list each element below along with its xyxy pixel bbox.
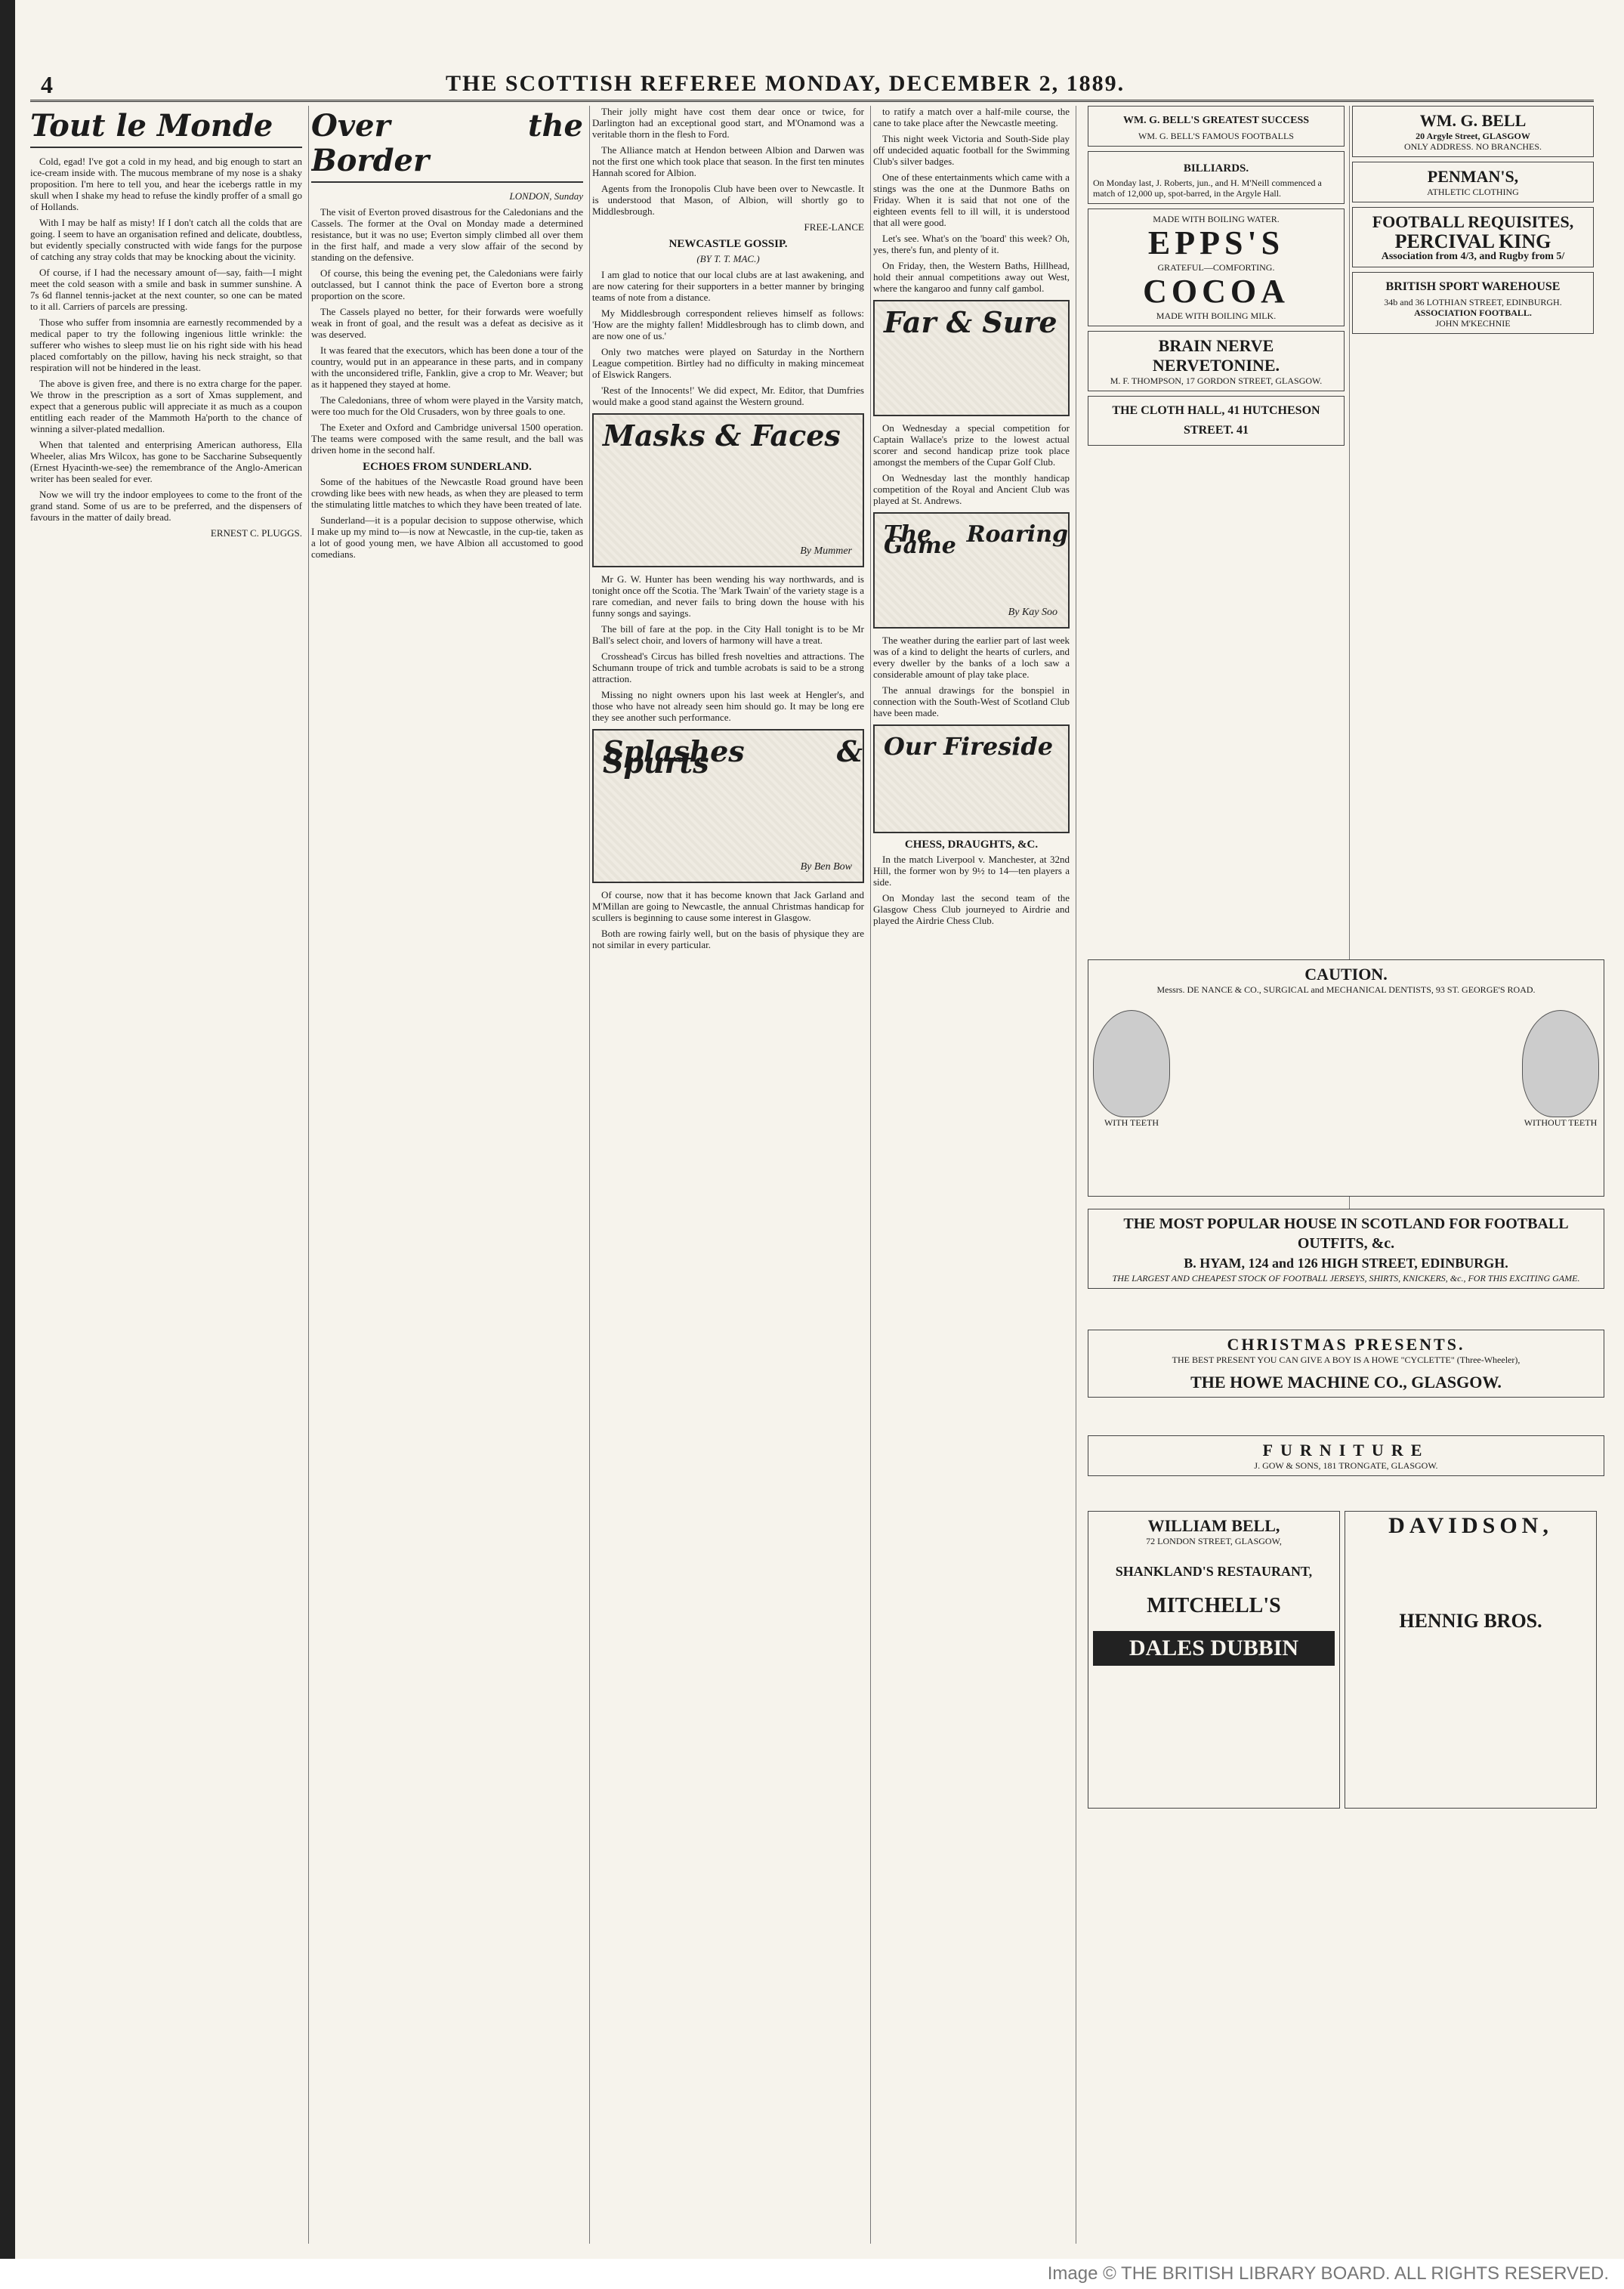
column-over-the-border: [311, 106, 590, 2244]
illustration-title: Far & Sure: [884, 305, 1057, 339]
paragraph: My Middlesbrough correspondent relieves himself as follows: 'How are the mighty fallen! Middlesbrough has to climb down, and are now one of us.': [592, 307, 864, 341]
paragraph: The visit of Everton proved disastrous for the Caledonians and the Cassels. The former at the Oval on Monday made a determined resistance, but it was no use; Everton simply climbed all over them in the first half, and made a very slow affair of the second by standing on the defensive.: [311, 206, 583, 263]
paragraph: Some of the habitues of the Newcastle Road ground have been crowding like bees with new heads, as when they are pleased to term the stimulating little matches to which they have been treated of late.: [311, 476, 583, 510]
paragraph: Their jolly might have cost them dear once or twice, for Darlington had an exceptional good start, and M'Onamond was a veritable thorn in the flesh to Ford.: [592, 106, 864, 140]
ad-title: PENMAN'S,: [1427, 167, 1519, 186]
ad-brand: PERCIVAL KING: [1394, 230, 1551, 252]
paragraph: On Wednesday last the monthly handicap competition of the Royal and Ancient Club was played at St. Andrews.: [873, 472, 1070, 506]
section-title: Over the Border: [311, 109, 583, 183]
portrait-with-teeth: [1093, 1010, 1170, 1128]
nervetonine-advert: [1088, 331, 1345, 391]
paragraph: On Wednesday a special competition for Captain Wallace's prize to the lowest actual scorer and second handicap prize took place amongst the members of the Cupar Golf Club.: [873, 422, 1070, 468]
paragraph: 'Rest of the Innocents!' We did expect, Mr. Editor, that Dumfries would make a good stand against the Western ground.: [592, 385, 864, 407]
ad-line: GRATEFUL—COMFORTING.: [1157, 262, 1275, 273]
bell-advert: [1088, 106, 1345, 147]
byline: LONDON, Sunday: [509, 190, 583, 202]
paragraph: Let's see. What's on the 'board' this week? Oh, yes, there's fun, and plenty of it.: [873, 233, 1070, 255]
william-bell-advert: [1088, 1511, 1340, 1809]
far-and-sure-illustration: [873, 300, 1070, 416]
column-aquatics-golf: [873, 106, 1076, 2244]
epps-cocoa-advert: [1088, 209, 1345, 326]
portrait-caption: WITH TEETH: [1104, 1117, 1159, 1128]
paragraph: Sunderland—it is a popular decision to suppose otherwise, which I make up my mind to—is now at Newcastle, in the cup-tie, taken as a lot of good young men, we have Albion all accustomed to good comedians.: [311, 514, 583, 560]
byline: (BY T. T. MAC.): [696, 253, 760, 264]
ad-title: THE MOST POPULAR HOUSE IN SCOTLAND FOR FOOTBALL OUTFITS, &c.: [1123, 1216, 1569, 1252]
paragraph: The Exeter and Oxford and Cambridge universal 1500 operation. The teams were composed with the same result, and the ball was driven home in the second half.: [311, 422, 583, 456]
ad-line: MADE WITH BOILING MILK.: [1156, 310, 1277, 321]
paragraph: On Monday last the second team of the Glasgow Chess Club journeyed to Airdrie and played the Airdrie Chess Club.: [873, 892, 1070, 926]
ad-line: 34b and 36 LOTHIAN STREET, EDINBURGH.: [1384, 297, 1562, 307]
paragraph: Crosshead's Circus has billed fresh novelties and attractions. The Schumann troupe of trick and tumble acrobats is said to be a strong attraction.: [592, 650, 864, 684]
paragraph: The Alliance match at Hendon between Albion and Darwen was not the first one which took place that season. In the first ten minutes Hannah scored for Albion.: [592, 144, 864, 178]
paragraph: When that talented and enterprising American authoress, Ella Wheeler, alias Mrs Wilcox, has gone to be Saccharine Subsequently (Ernest Hyacinth-we-see) the remembrance of the Anglo-American writer has been sealed for ever.: [30, 439, 302, 484]
paragraph: Only two matches were played on Saturday in the Northern League competition. Birtley had no difficulty in making mincemeat of Elswick Rangers.: [592, 346, 864, 380]
ad-brand: B. HYAM, 124 and 126 HIGH STREET, EDINBURGH.: [1184, 1256, 1508, 1271]
masthead-bar: [30, 66, 1594, 102]
ad-line: ATHLETIC CLOTHING: [1427, 187, 1519, 197]
paragraph: The above is given free, and there is no extra charge for the paper. We throw in the prescription as a sort of Xmas supplement, and expect that a generous public will appreciate it as much as a coupon entitling each reader of the Mammoth Ha'porth to the chance of winning a silver-plated medallion.: [30, 378, 302, 434]
signature: ERNEST C. PLUGGS.: [210, 527, 302, 539]
ad-line: THE BEST PRESENT YOU CAN GIVE A BOY IS A HOWE "CYCLETTE" (Three-Wheeler),: [1172, 1355, 1521, 1365]
roaring-game-illustration: [873, 512, 1070, 629]
ad-line: Messrs. DE NANCE & CO., SURGICAL and MECHANICAL DENTISTS, 93 ST. GEORGE'S ROAD.: [1156, 984, 1536, 995]
paragraph: Mr G. W. Hunter has been wending his way northwards, and is tonight once off the Scotia. The 'Mark Twain' of the variety stage is a rare comedian, and never fails to bring down the house with his funny songs and sayings.: [592, 573, 864, 619]
penman-advert: [1352, 162, 1594, 202]
paragraph: to ratify a match over a half-mile course, the cane to take place after the Newcastle meeting.: [873, 106, 1070, 128]
paragraph: Missing no night owners upon his last week at Hengler's, and those who have not already seen him should go. It may be long ere they see another such performance.: [592, 689, 864, 723]
ad-line: JOHN M'KECHNIE: [1435, 318, 1511, 329]
our-fireside-illustration: [873, 724, 1070, 833]
paragraph: Of course, now that it has become known that Jack Garland and M'Millan are going to Newcastle, the annual Christmas handicap for scullers is beginning to cause some interest in Glasgow.: [592, 889, 864, 923]
ad-brand: HENNIG BROS.: [1399, 1610, 1542, 1632]
ad-title: FOOTBALL REQUISITES,: [1372, 212, 1574, 231]
paragraph: This night week Victoria and South-Side play off undecided aquatic football for the Swimming Club's silver badges.: [873, 133, 1070, 167]
ad-title: BRITISH SPORT WAREHOUSE: [1385, 280, 1561, 293]
ad-title: CAUTION.: [1304, 965, 1388, 984]
ad-title: FURNITURE: [1262, 1441, 1430, 1460]
illustration-credit: By Mummer: [800, 545, 852, 557]
ad-title: WM. G. BELL'S GREATEST SUCCESS: [1122, 115, 1310, 126]
paragraph: The bill of fare at the pop. in the City Hall tonight is to be Mr Ball's select choir, and lovers of harmony will have a treat.: [592, 623, 864, 646]
subhead: ECHOES FROM SUNDERLAND.: [363, 461, 532, 473]
masthead: THE SCOTTISH REFEREE MONDAY, DECEMBER 2, 1889.: [446, 71, 1125, 96]
paragraph: Now we will try the indoor employees to come to the front of the grand stand. Some of us are to be preferred, and the dispensers of favours in the matter of daily bread.: [30, 489, 302, 523]
paragraph: With I may be half as misty! If I don't catch all the colds that are going. I seem to have an organisation refined and delicate, doubtless, but evidently specially constructed with wide fangs for the purpose of catching any stray colds that may be knocking about the vicinity.: [30, 217, 302, 262]
page-edge: [0, 0, 15, 2289]
percival-king-advert: [1352, 207, 1594, 267]
paragraph: Both are rowing fairly well, but on the basis of physique they are not similar in every particular.: [592, 928, 864, 950]
illustration-title: Our Fireside: [884, 732, 1054, 761]
masks-faces-illustration: [592, 413, 864, 567]
bell-address-advert: [1352, 106, 1594, 157]
paragraph: Of course, if I had the necessary amount of—say, faith—I might meet the cold season with a smile and bask in summer sunshine. A 7s 6d flannel tennis-jacket at the next counter, so one can be mated to it all. Carriers of parcels are pressing.: [30, 267, 302, 312]
paragraph: Of course, this being the evening pet, the Caledonians were fairly outclassed, but I cannot think the pace of Everton bore a strong proportion on the score.: [311, 267, 583, 301]
dentist-advert: [1088, 959, 1604, 1197]
ad-product: NERVETONINE.: [1152, 356, 1280, 375]
subhead: CHESS, DRAUGHTS, &C.: [904, 839, 1039, 851]
ad-brand: EPPS'S: [1147, 224, 1285, 261]
davidson-advert: [1345, 1511, 1597, 1809]
paragraph: Agents from the Ironopolis Club have been over to Newcastle. It is understood that Mason, of Albion, will shortly go to Middlesbrough.: [592, 183, 864, 217]
ad-brand: SHANKLAND'S RESTAURANT,: [1115, 1564, 1313, 1579]
ad-title: DAVIDSON,: [1388, 1513, 1553, 1538]
ad-title: THE CLOTH HALL, 41 HUTCHESON STREET. 41: [1112, 404, 1320, 437]
paragraph: In the match Liverpool v. Manchester, at 32nd Hill, the former won by 9½ to 14—ten players a side.: [873, 854, 1070, 888]
column-sport-gossip: [592, 106, 871, 2244]
paragraph: It was feared that the executors, which has been done a tour of the country, would put in an appearance in these parts, and in company with the unconsidered trifle, Fanklin, give a crop to Mr. Weaver; but as it happened they stayed at home.: [311, 344, 583, 390]
copyright-footer: Image © THE BRITISH LIBRARY BOARD. ALL RIGHTS RESERVED.: [0, 2259, 1624, 2289]
ad-line: Association from 4/3, and Rugby from 5/: [1381, 251, 1565, 262]
ad-line: THE LARGEST AND CHEAPEST STOCK OF FOOTBALL JERSEYS, SHIRTS, KNICKERS, &c., FOR THIS EXCITING GAME.: [1112, 1273, 1580, 1284]
ad-line: J. GOW & SONS, 181 TRONGATE, GLASGOW.: [1254, 1460, 1438, 1471]
ad-line: MADE WITH BOILING WATER.: [1153, 214, 1280, 224]
ad-line: 72 LONDON STREET, GLASGOW,: [1146, 1536, 1282, 1546]
ad-line: 20 Argyle Street, GLASGOW: [1416, 131, 1530, 141]
paragraph: The annual drawings for the bonspiel in connection with the South-West of Scotland Club have been made.: [873, 684, 1070, 718]
illustration-credit: By Kay Soo: [1008, 607, 1057, 618]
paragraph: On Monday last, J. Roberts, jun., and H. M'Neill commenced a match of 12,000 up, spot-barred, in the Argyle Hall.: [1093, 178, 1322, 199]
signature: FREE-LANCE: [804, 221, 864, 233]
paragraph: On Friday, then, the Western Baths, Hillhead, hold their annual competitions away out West, where the kangaroo and funny calf gambol.: [873, 260, 1070, 294]
howe-advert: [1088, 1330, 1604, 1398]
hyam-advert: [1088, 1209, 1604, 1289]
ad-product: COCOA: [1143, 273, 1289, 310]
subhead: BILLIARDS.: [1183, 162, 1249, 175]
ad-title: CHRISTMAS PRESENTS.: [1227, 1335, 1465, 1354]
ad-subtitle: WM. G. BELL'S FAMOUS FOOTBALLS: [1138, 131, 1294, 141]
paragraph: The Cassels played no better, for their forwards were woefully weak in front of goal, and the result was a defeat as decisive as it was deserved.: [311, 306, 583, 340]
subhead: NEWCASTLE GOSSIP.: [668, 238, 788, 250]
portrait-icon: [1093, 1010, 1170, 1117]
paragraph: The Caledonians, three of whom were played in the Varsity match, were too much for the Old Crusaders, won by three goals to one.: [311, 394, 583, 417]
british-sport-advert: [1352, 272, 1594, 334]
ad-title: WM. G. BELL: [1419, 111, 1527, 130]
portrait-row: [1093, 1010, 1599, 1128]
cloth-hall-advert: [1088, 396, 1345, 446]
ad-line: M. F. THOMPSON, 17 GORDON STREET, GLASGOW.: [1110, 375, 1323, 386]
ad-brand: THE HOWE MACHINE CO., GLASGOW.: [1190, 1373, 1502, 1392]
column-tout-le-monde: [30, 106, 309, 2244]
paragraph: The weather during the earlier part of last week was of a kind to delight the hearts of curlers, and every dweller by the banks of a loch saw a considerable amount of play take place.: [873, 635, 1070, 680]
dubbin-banner: DALES DUBBIN: [1093, 1631, 1335, 1666]
paragraph: Cold, egad! I've got a cold in my head, and big enough to start an ice-cream inside with. The mucous membrane of my nose is a shaky proposition. I'm here to tell you, and hear the icebergs rattle in my skull when I shake my head to refuse the kindly proffer of a small go of Hollands.: [30, 156, 302, 212]
ad-title: BRAIN NERVE: [1158, 336, 1274, 355]
ad-brand: MITCHELL'S: [1147, 1594, 1281, 1617]
portrait-icon: [1522, 1010, 1599, 1117]
paragraph: Those who suffer from insomnia are earnestly recommended by a medical paper to try the following ingenious little wrinkle: the sufferer who wishes to sleep must lie on his right side with his head placed comfortably on the pillow, having his neck straight, so that respiration will not be hindered in the least.: [30, 317, 302, 373]
ad-line: ONLY ADDRESS. NO BRANCHES.: [1403, 141, 1542, 152]
section-title: Tout le Monde: [30, 109, 302, 148]
ad-title: WILLIAM BELL,: [1147, 1516, 1280, 1535]
illustration-title: Splashes & Spurts: [603, 734, 863, 780]
portrait-without-teeth: [1522, 1010, 1599, 1128]
splashes-spurts-illustration: [592, 729, 864, 883]
illustration-title: The Roaring Game: [884, 521, 1068, 559]
furniture-advert: [1088, 1435, 1604, 1476]
paragraph: I am glad to notice that our local clubs are at last awakening, and are now catering for their supporters in a better manner by bringing teams of note from a distance.: [592, 269, 864, 303]
portrait-caption: WITHOUT TEETH: [1524, 1117, 1598, 1128]
paragraph: One of these entertainments which came with a stings was the one at the Dunmore Baths on Friday. When it is said that not one of the eighteen events fell to ill will, it is understood that all were good.: [873, 171, 1070, 228]
billiards-column: [1088, 151, 1345, 204]
illustration-credit: By Ben Bow: [800, 861, 852, 873]
illustration-title: Masks & Faces: [603, 419, 841, 453]
page-number: 4: [41, 71, 53, 98]
ad-line: ASSOCIATION FOOTBALL.: [1414, 307, 1532, 318]
